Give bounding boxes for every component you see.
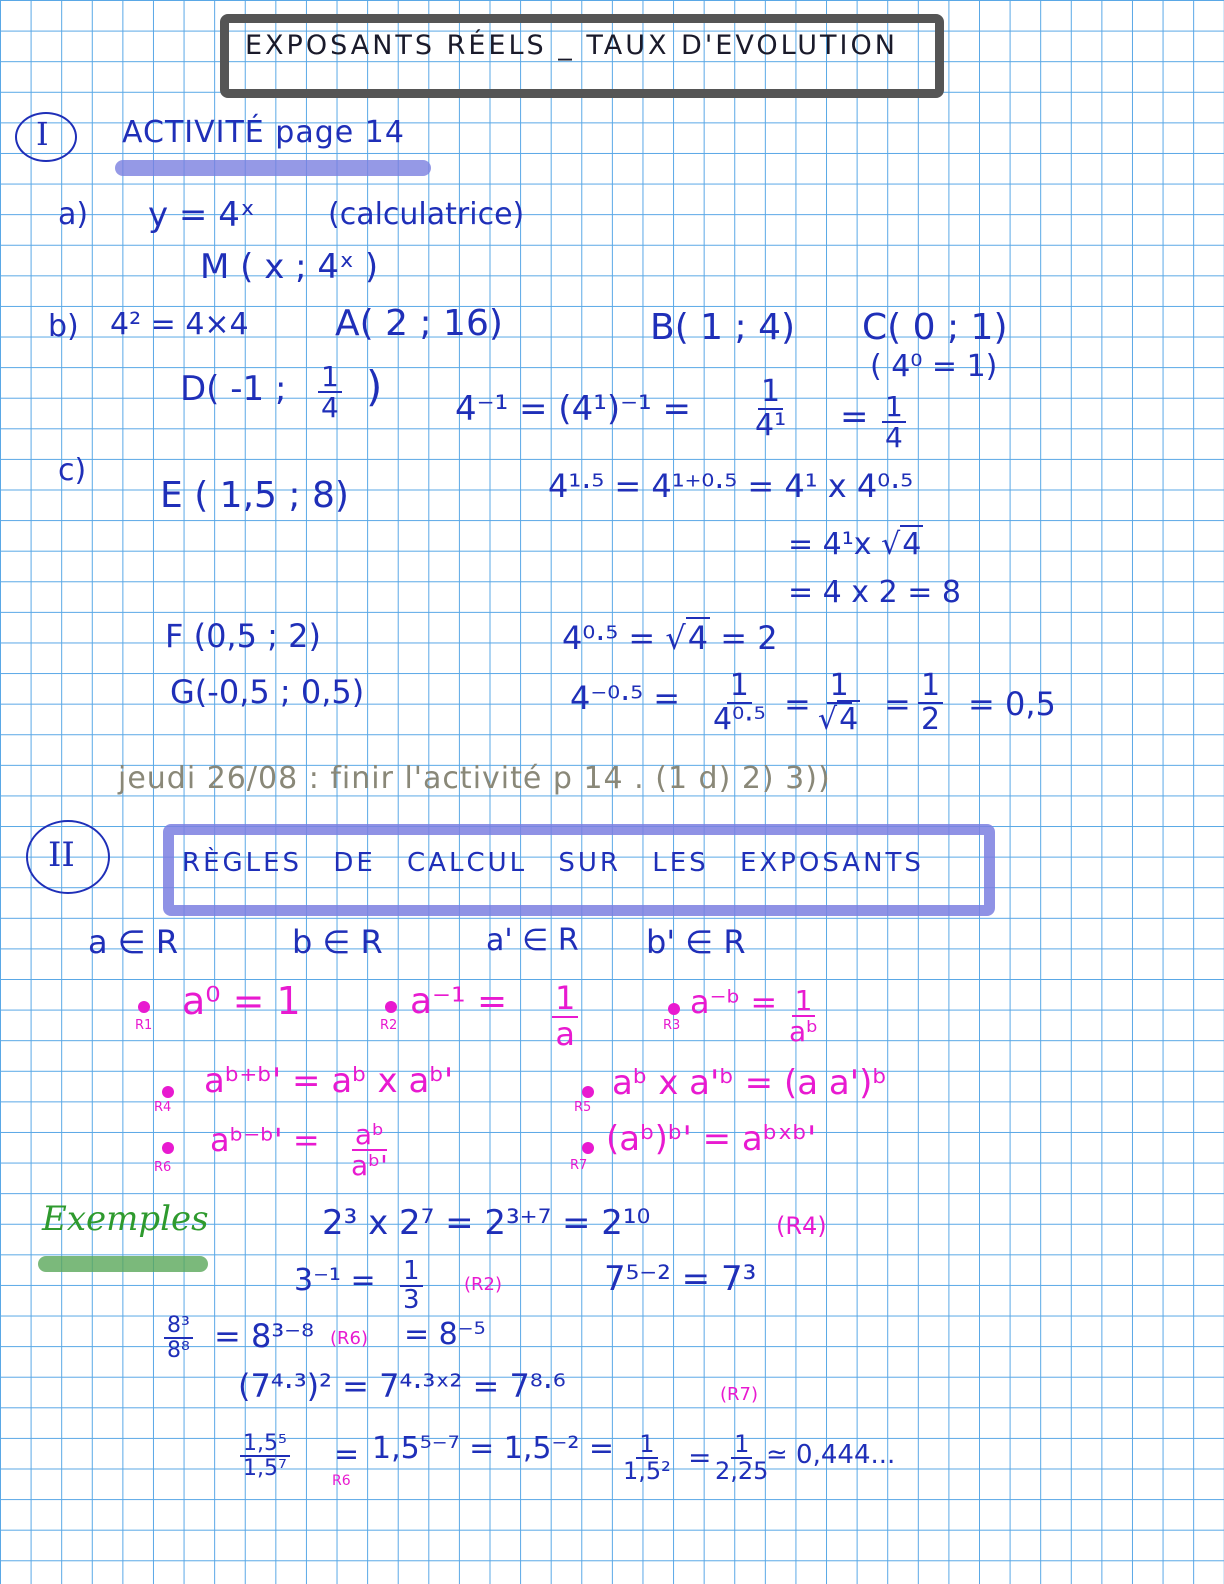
- b-calc: 4² = 4×4: [110, 307, 249, 342]
- example-2-lhs: 3⁻¹ =: [294, 1263, 376, 1298]
- rule-7-bullet: [582, 1142, 594, 1154]
- c-point-f: F (0,5 ; 2): [165, 617, 321, 655]
- rule-5: aᵇ x a'ᵇ = (a a')ᵇ: [612, 1063, 887, 1103]
- label-c: c): [58, 453, 87, 488]
- rule-2-fraction: $\frac{1}{a}$: [552, 982, 578, 1051]
- c-line-3: = 4 x 2 = 8: [788, 575, 961, 610]
- b-inverse-result: $\frac{1}{4}$: [882, 392, 906, 453]
- example-6-tag: R6: [332, 1473, 351, 1489]
- example-2-fraction: $\frac{1}{3}$: [400, 1258, 423, 1315]
- rule-1-bullet: [138, 1001, 150, 1013]
- domain-a-prime: a' ∈ R: [486, 923, 579, 958]
- homework-note: jeudi 26/08 : finir l'activité p 14 . (1 d) 2) 3)): [118, 761, 831, 796]
- example-4-result: = 8⁻⁵: [404, 1317, 486, 1352]
- section-1-highlight: [115, 160, 431, 176]
- b-inverse-eq: =: [840, 397, 869, 437]
- example-1-tag: (R4): [776, 1212, 827, 1240]
- rule-6-lhs: aᵇ⁻ᵇ' =: [210, 1121, 320, 1159]
- c-neg-eq-1: =: [784, 685, 811, 723]
- c-half-power: 4⁰·⁵ = √4 = 2: [562, 619, 778, 657]
- example-6-fraction-2: $\frac{1}{2,25}$: [715, 1430, 769, 1486]
- example-1: 2³ x 2⁷ = 2³⁺⁷ = 2¹⁰: [322, 1203, 651, 1243]
- rule-5-bullet: [582, 1086, 594, 1098]
- example-6-mid: 1,5⁵⁻⁷ = 1,5⁻² =: [372, 1431, 615, 1466]
- c-neg-eq-2: =: [884, 685, 911, 723]
- rule-4-bullet: [162, 1086, 174, 1098]
- rule-1-tag: R1: [135, 1018, 153, 1033]
- section-2-number: II: [48, 835, 75, 875]
- example-4-fraction: $\frac{\text{8³}}{\text{8⁸}}$: [164, 1314, 193, 1362]
- a-point-m: M ( x ; 4ˣ ): [200, 247, 379, 287]
- example-5: (7⁴·³)² = 7⁴·³ˣ² = 7⁸·⁶: [238, 1367, 566, 1405]
- a-equation: y = 4ˣ: [148, 195, 255, 235]
- rule-4: aᵇ⁺ᵇ' = aᵇ x aᵇ': [204, 1061, 454, 1101]
- rule-5-tag: R5: [574, 1100, 592, 1115]
- b-point-b: B( 1 ; 4): [650, 307, 796, 348]
- a-note: (calculatrice): [328, 197, 525, 232]
- examples-heading: Exemples: [42, 1199, 209, 1239]
- section-2-heading: RÈGLES DE CALCUL SUR LES EXPOSANTS: [182, 848, 924, 878]
- rule-2-tag: R2: [380, 1018, 398, 1033]
- c-point-e: E ( 1,5 ; 8): [160, 475, 349, 516]
- example-4-tag: (R6): [330, 1328, 369, 1349]
- example-4-mid: = 8³⁻⁸: [214, 1317, 314, 1355]
- b-point-a: A( 2 ; 16): [335, 303, 503, 344]
- examples-highlight: [38, 1256, 208, 1272]
- example-6-fraction-1: $\frac{1}{\text{1,5²}}$: [623, 1430, 671, 1486]
- example-6-eq-2: =: [688, 1441, 712, 1474]
- c-neg-fraction-2: $\frac{1}{√4}$: [818, 668, 859, 737]
- rule-1: a⁰ = 1: [182, 979, 301, 1023]
- c-neg-half-lhs: 4⁻⁰·⁵ =: [570, 679, 681, 717]
- b-point-d: D( -1 ;: [180, 369, 287, 409]
- example-6-result: ≃ 0,444...: [766, 1440, 896, 1470]
- example-2-tag: (R2): [464, 1274, 503, 1295]
- b-point-c-note: ( 4⁰ = 1): [870, 349, 998, 384]
- rule-6-bullet: [162, 1142, 174, 1154]
- c-neg-fraction-3: $\frac{1}{2}$: [918, 670, 943, 735]
- rule-2-lhs: a⁻¹ =: [410, 981, 508, 1022]
- rule-6-tag: R6: [154, 1160, 172, 1175]
- example-5-tag: (R7): [720, 1384, 759, 1405]
- label-a: a): [58, 197, 89, 232]
- section-1-number: I: [36, 115, 49, 153]
- rule-6-fraction: $\frac{\text{aᵇ}}{\text{aᵇ'}}$: [351, 1118, 388, 1183]
- section-1-heading: ACTIVITÉ page 14: [122, 115, 405, 150]
- b-point-c: C( 0 ; 1): [862, 307, 1008, 348]
- c-point-g: G(-0,5 ; 0,5): [170, 673, 365, 711]
- c-line-2: = 4¹x √4: [788, 527, 922, 562]
- b-inverse-lhs: 4⁻¹ = (4¹)⁻¹ =: [455, 389, 691, 429]
- rule-3-bullet: [668, 1003, 680, 1015]
- c-line-1: 4¹·⁵ = 4¹⁺⁰·⁵ = 4¹ x 4⁰·⁵: [548, 467, 914, 505]
- rule-2-bullet: [385, 1001, 397, 1013]
- label-b: b): [48, 309, 79, 344]
- rule-7-tag: R7: [570, 1158, 588, 1173]
- c-neg-result: = 0,5: [968, 685, 1056, 723]
- example-6-fraction: $\frac{\text{1,5⁵}}{\text{1,5⁷}}$: [240, 1432, 290, 1480]
- domain-b: b ∈ R: [292, 923, 383, 961]
- example-6-eq: =: [334, 1437, 360, 1472]
- c-neg-fraction-1: $\frac{1}{\text{4⁰·⁵}}$: [713, 668, 766, 737]
- rule-3-lhs: a⁻ᵇ =: [690, 983, 778, 1021]
- rule-4-tag: R4: [154, 1100, 172, 1115]
- b-point-d-fraction: $\frac{1}{4}$: [318, 362, 342, 423]
- example-3: 7⁵⁻² = 7³: [604, 1259, 757, 1299]
- rule-3-tag: R3: [663, 1018, 681, 1033]
- domain-a: a ∈ R: [88, 923, 179, 961]
- rule-3-fraction: $\frac{1}{\text{aᵇ}}$: [789, 984, 819, 1049]
- page-title: EXPOSANTS RÉELS _ TAUX D'EVOLUTION: [245, 30, 898, 61]
- b-inverse-fraction: $\frac{1}{\text{4¹}}$: [755, 374, 787, 443]
- rule-7: (aᵇ)ᵇ' = aᵇˣᵇ': [606, 1119, 817, 1159]
- b-point-d-close: ): [366, 362, 383, 411]
- domain-b-prime: b' ∈ R: [646, 923, 746, 961]
